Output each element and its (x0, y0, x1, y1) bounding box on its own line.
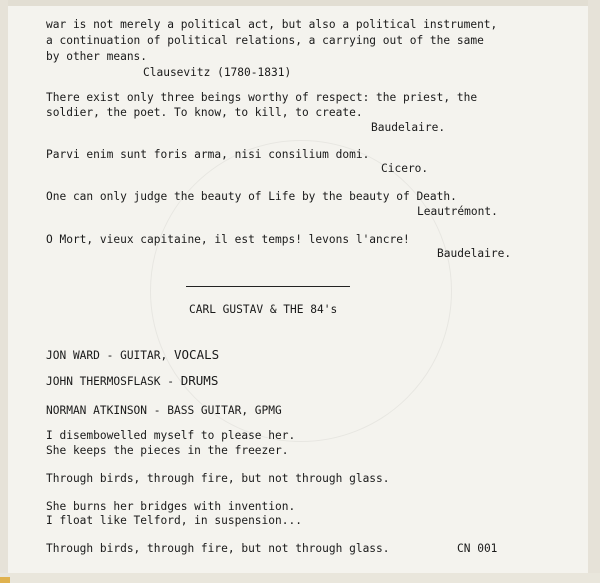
member-jon-ward-name: JON WARD - GUITAR, (46, 349, 168, 362)
sleeve-bottom-edge (0, 573, 600, 583)
lyric-line-6: Through birds, through fire, but not through glass. (46, 542, 390, 555)
record-ring-wear (150, 140, 452, 442)
lyric-line-2: She keeps the pieces in the freezer. (46, 444, 289, 457)
member-john-thermosflask (46, 374, 218, 389)
quote-lautreamont-line: One can only judge the beauty of Life by the beauty of Death. (46, 190, 457, 203)
quote-clausewitz-author: Clausevitz (1780-1831) (143, 66, 292, 79)
quote-cicero-author: Cicero. (381, 162, 429, 175)
sleeve-top-edge (0, 0, 600, 6)
quote-lautreamont-author: Leautrémont. (417, 205, 498, 218)
lyric-line-4: She burns her bridges with invention. (46, 500, 296, 513)
member-jon-ward-extra: VOCALS (174, 347, 220, 362)
member-john-name: JOHN THERMOSFLASK - (46, 375, 174, 388)
quote-baudelaire2-line: O Mort, vieux capitaine, il est temps! levons l'ancre! (46, 233, 410, 246)
sleeve-left-edge (0, 0, 8, 583)
lyric-line-1: I disembowelled myself to please her. (46, 429, 296, 442)
quote-baudelaire-line-1: There exist only three beings worthy of respect: the priest, the (46, 91, 478, 104)
band-name: CARL GUSTAV & THE 84's (189, 303, 338, 316)
quote-baudelaire2-author: Baudelaire. (437, 247, 512, 260)
member-jon-ward (46, 348, 219, 363)
quote-clausewitz-line-3: by other means. (46, 50, 148, 63)
quote-baudelaire-author: Baudelaire. (371, 121, 446, 134)
member-norman-atkinson: NORMAN ATKINSON - BASS GUITAR, GPMG (46, 404, 282, 417)
quote-clausewitz-line-2: a continuation of political relations, a carrying out of the same (46, 34, 484, 47)
corner-tape-mark (0, 577, 10, 583)
lyric-line-3: Through birds, through fire, but not through glass. (46, 472, 390, 485)
quote-cicero-line: Parvi enim sunt foris arma, nisi consilium domi. (46, 148, 370, 161)
sleeve-right-edge (588, 0, 600, 583)
quote-clausewitz-line-1: war is not merely a political act, but also a political instrument, (46, 18, 498, 31)
catalog-number: CN 001 (457, 542, 498, 555)
lyric-line-5: I float like Telford, in suspension... (46, 514, 302, 527)
quote-baudelaire-line-2: soldier, the poet. To know, to kill, to create. (46, 106, 363, 119)
divider-rule (186, 286, 350, 287)
member-john-extra: DRUMS (180, 373, 219, 388)
